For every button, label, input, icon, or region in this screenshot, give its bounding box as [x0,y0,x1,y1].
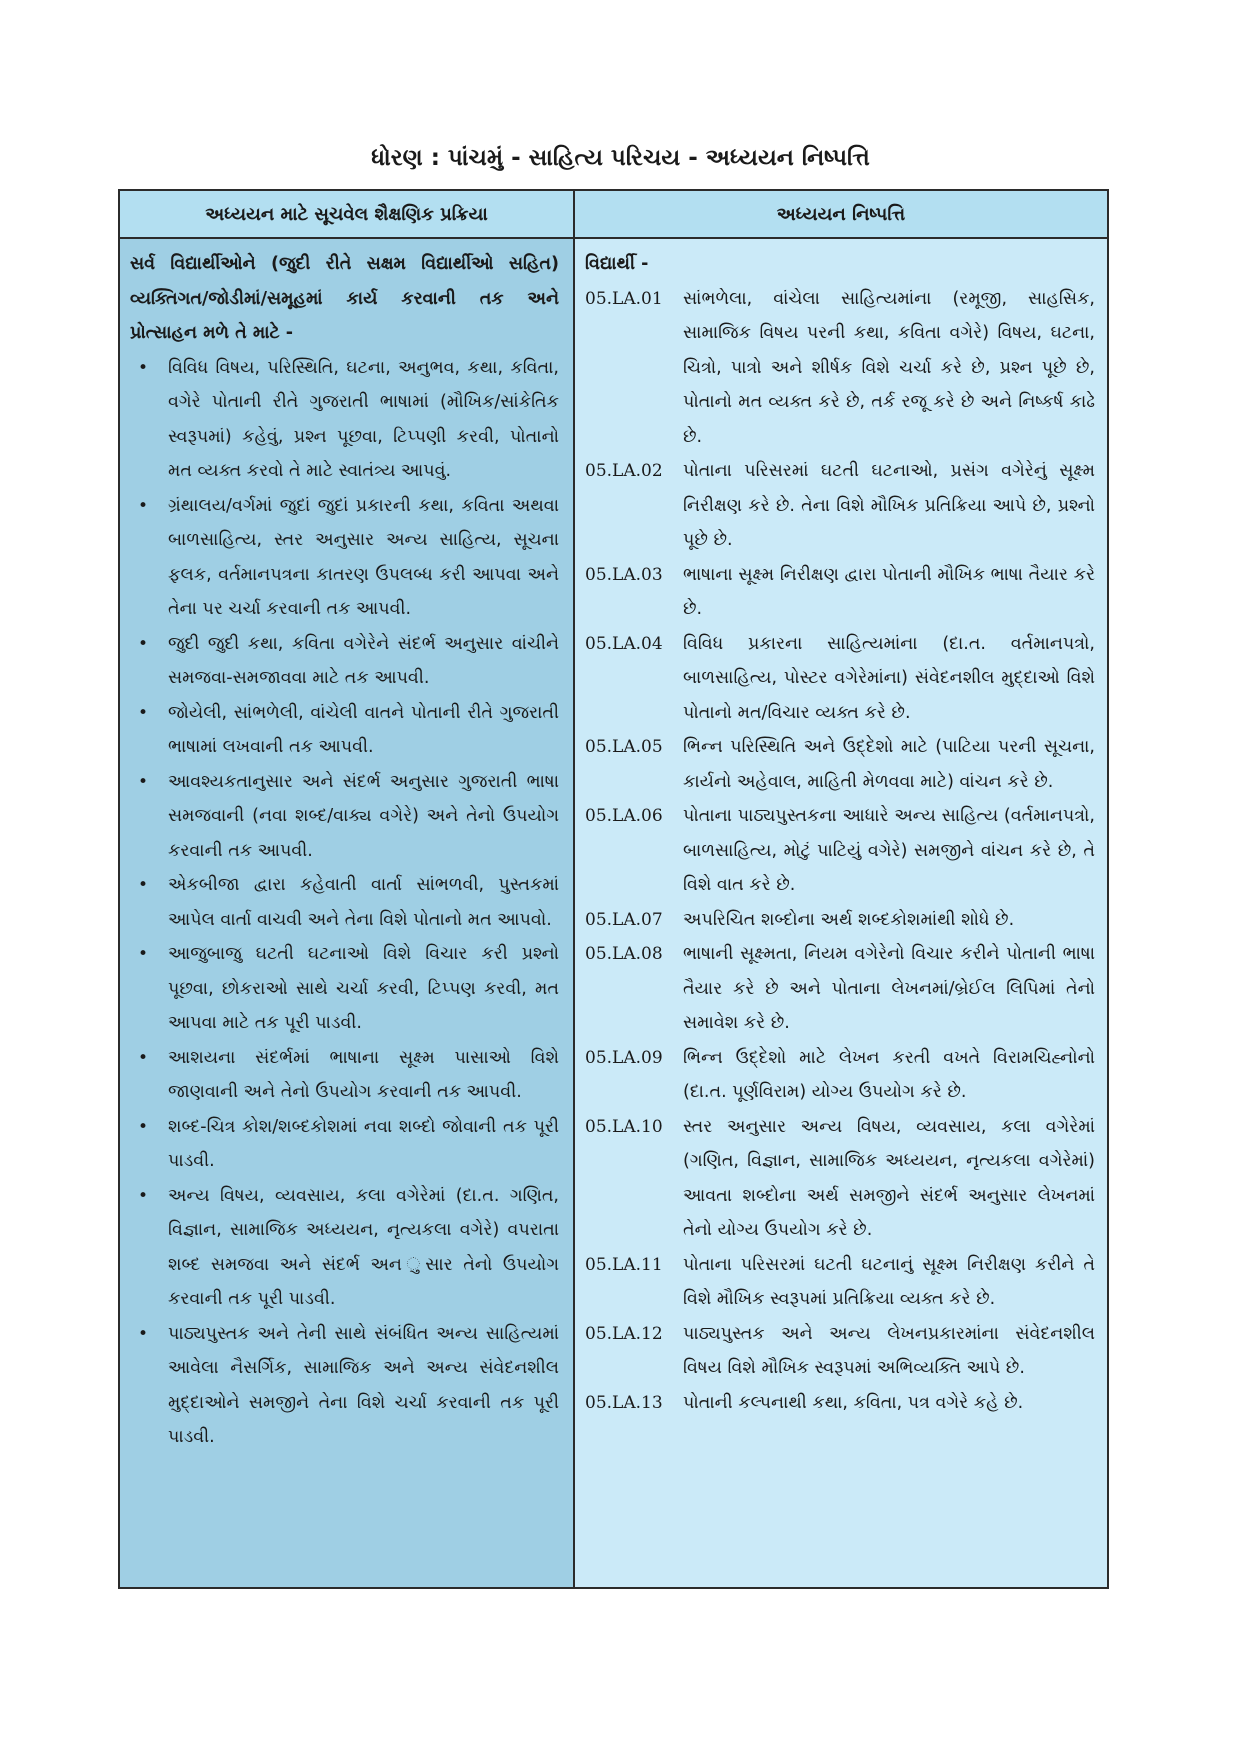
outcome-item [585,282,1095,455]
outcome-list [585,282,1095,1421]
outcome-item [585,903,1095,938]
student-label: વિદ્યાર્થી - [585,254,649,274]
table-body-row [120,239,1107,1587]
process-bullet-item [130,627,559,696]
outcome-text: પોતાના પરિસરમાં ઘટતી ઘટનાઓ, પ્રસંગ વગેરેનું સૂક્ષ્મ નિરીક્ષણ કરે છે. તેના વિશે મૌખિક પ્રતિક્રિયા આપે છે, પ્રશ્નો પૂછે છે. [683,461,1095,550]
bullet-dot-icon: • [138,771,149,792]
table-header-row [120,191,1107,239]
header-learning-outcomes: અધ્યયન નિષ્પત્તિ [575,191,1107,237]
process-bullet-item [130,868,559,937]
outcome-text: સ્તર અનુસાર અન્ય વિષય, વ્યવસાય, કલા વગેરેમાં (ગણિત, વિજ્ઞાન, સામાજિક અધ્યયન, નૃત્યકલા વગેરેમાં) આવતા શબ્દોના અર્થ સમજીને સંદર્ભ અનુસાર લેખનમાં તેનો યોગ્ય ઉપયોગ કરે છે. [683,1116,1095,1240]
learning-outcomes-table [118,189,1109,1589]
outcome-code: 05.LA.13 [585,1392,663,1413]
outcome-text: ભિન્ન ઉદ્દેશો માટે લેખન કરતી વખતે વિરામચિહ્નોનો (દા.ત. પૂર્ણવિરામ) યોગ્ય ઉપયોગ કરે છે. [683,1047,1095,1102]
process-intro: સર્વ વિદ્યાર્થીઓને (જુદી રીતે સક્ષમ વિદ્યાર્થીઓ સહિત) વ્યક્તિગત/જોડીમાં/સમૂહમાં કાર્ય કરવાની તક અને પ્રોત્સાહન મળે તે માટે - [130,254,559,343]
outcome-item [585,1317,1095,1386]
outcome-code: 05.LA.07 [585,909,663,930]
process-bullet-list [130,351,559,1455]
outcome-text: પોતાની કલ્પનાથી કથા, કવિતા, પત્ર વગેરે કહે છે. [683,1392,1024,1413]
bullet-text: શબ્દ-ચિત્ર કોશ/શબ્દકોશમાં નવા શબ્દો જોવાની તક પૂરી પાડવી. [168,1116,559,1171]
bullet-text: પાઠ્યપુસ્તક અને તેની સાથે સંબંધિત અન્ય સાહિત્યમાં આવેલા નૈસર્ગિક, સામાજિક અને અન્ય સંવેદનશીલ મુદ્દાઓને સમજીને તેના વિશે ચર્ચા કરવાની તક પૂરી પાડવી. [168,1323,559,1447]
outcome-code: 05.LA.02 [585,461,663,481]
process-bullet-item [130,351,559,489]
bullet-dot-icon: • [138,702,149,723]
outcome-text: ભાષાના સૂક્ષ્મ નિરીક્ષણ દ્વારા પોતાની મૌખિક ભાષા તૈયાર કરે છે. [683,564,1095,619]
outcome-code: 05.LA.01 [585,288,663,309]
teaching-process-column [120,239,575,1587]
outcome-text: પોતાના પરિસરમાં ઘટતી ઘટનાનું સૂક્ષ્મ નિરીક્ષણ કરીને તે વિશે મૌખિક સ્વરૂપમાં પ્રતિક્રિયા વ્યક્ત કરે છે. [683,1254,1095,1309]
process-bullet-item [130,1317,559,1455]
bullet-dot-icon: • [138,1116,149,1137]
outcome-item [585,1248,1095,1317]
learning-outcomes-column [575,239,1107,1587]
outcome-text: સાંભળેલા, વાંચેલા સાહિત્યમાંના (રમૂજી, સાહસિક, સામાજિક વિષય પરની કથા, કવિતા વગેરે) વિષય, ઘટના, ચિત્રો, પાત્રો અને શીર્ષક વિશે ચર્ચા કરે છે, પ્રશ્ન પૂછે છે, પોતાનો મત વ્યક્ત કરે છે, તર્ક રજૂ કરે છે અને નિષ્કર્ષ કાઢે છે. [683,288,1095,447]
process-bullet-item [130,1041,559,1110]
process-bullet-item [130,1110,559,1179]
outcome-text: ભિન્ન પરિસ્થિતિ અને ઉદ્દેશો માટે (પાટિયા પરની સૂચના, કાર્યનો અહેવાલ, માહિતી મેળવવા માટે) વાંચન કરે છે. [683,737,1095,792]
page-title: ધોરણ : પાંચમું - સાહિત્ય પરિચય - અધ્યયન નિષ્પત્તિ [371,145,870,171]
bullet-text: ગ્રંથાલય/વર્ગમાં જુદાં જુદાં પ્રકારની કથા, કવિતા અથવા બાળસાહિત્ય, સ્તર અનુસાર અન્ય સાહિત્ય, સૂચના ફલક, વર્તમાનપત્રના કાતરણ ઉપલબ્ધ કરી આપવા અને તેના પર ચર્ચા કરવાની તક આપવી. [168,495,559,619]
outcome-item [585,799,1095,903]
process-bullet-item [130,696,559,765]
outcome-code: 05.LA.12 [585,1323,663,1344]
bullet-text: અન્ય વિષય, વ્યવસાય, કલા વગેરેમાં (દા.ત. ગણિત, વિજ્ઞાન, સામાજિક અધ્યયન, નૃત્યકલા વગેરે) વપરાતા શબ્દ સમજવા અને સંદર્ભ અન ુસાર તેનો ઉપયોગ કરવાની તક પૂરી પાડવી. [168,1185,559,1309]
outcome-code: 05.LA.05 [585,737,663,757]
outcome-item [585,558,1095,627]
outcome-item [585,937,1095,1041]
outcome-code: 05.LA.11 [585,1254,663,1275]
outcome-text: અપરિચિત શબ્દોના અર્થ શબ્દકોશમાંથી શોધે છે. [683,909,1015,930]
outcome-item [585,1386,1095,1421]
bullet-dot-icon: • [138,495,149,516]
outcome-item [585,1110,1095,1248]
outcome-item [585,1041,1095,1110]
bullet-text: વિવિધ વિષય, પરિસ્થિતિ, ઘટના, અનુભવ, કથા, કવિતા, વગેરે પોતાની રીતે ગુજરાતી ભાષામાં (મૌખિક/સાંકેતિક સ્વરૂપમાં) કહેવું, પ્રશ્ન પૂછવા, ટિપ્પણી કરવી, પોતાનો મત વ્યક્ત કરવો તે માટે સ્વાતંત્ર્ય આપવું. [168,357,559,481]
outcome-item [585,454,1095,558]
bullet-dot-icon: • [138,875,149,895]
bullet-text: આવશ્યકતાનુસાર અને સંદર્ભ અનુસાર ગુજરાતી ભાષા સમજવાની (નવા શબ્દ/વાક્ય વગેરે) અને તેનો ઉપયોગ કરવાની તક આપવી. [168,771,559,861]
outcome-code: 05.LA.06 [585,806,663,826]
bullet-dot-icon: • [138,1047,149,1068]
outcome-text: વિવિધ પ્રકારના સાહિત્યમાંના (દા.ત. વર્તમાનપત્રો, બાળસાહિત્ય, પોસ્ટર વગેરેમાંના) સંવેદનશીલ મુદ્દાઓ વિશે પોતાનો મત/વિચાર વ્યક્ત કરે છે. [683,633,1095,723]
bullet-dot-icon: • [138,1185,149,1206]
bullet-text: આજુબાજુ ઘટતી ઘટનાઓ વિશે વિચાર કરી પ્રશ્નો પૂછવા, છોકરાઓ સાથે ચર્ચા કરવી, ટિપ્પણ કરવી, મત આપવા માટે તક પૂરી પાડવી. [168,944,559,1033]
process-bullet-item [130,765,559,869]
header-teaching-process: અધ્યયન માટે સૂચવેલ શૈક્ષણિક પ્રક્રિયા [120,191,575,237]
outcome-code: 05.LA.08 [585,944,663,964]
outcome-code: 05.LA.10 [585,1116,663,1137]
bullet-dot-icon: • [138,357,149,378]
outcome-code: 05.LA.03 [585,564,663,585]
bullet-text: આશયના સંદર્ભમાં ભાષાના સૂક્ષ્મ પાસાઓ વિશે જાણવાની અને તેનો ઉપયોગ કરવાની તક આપવી. [168,1047,559,1102]
outcome-code: 05.LA.09 [585,1047,663,1068]
process-bullet-item [130,1179,559,1317]
outcome-code: 05.LA.04 [585,633,663,654]
process-bullet-item [130,937,559,1041]
bullet-dot-icon: • [138,1323,149,1344]
outcome-text: પોતાના પાઠ્યપુસ્તકના આધારે અન્ય સાહિત્ય (વર્તમાનપત્રો, બાળસાહિત્ય, મોટું પાટિયું વગેરે) સમજીને વાંચન કરે છે, તે વિશે વાત કરે છે. [683,806,1095,895]
process-bullet-item [130,489,559,627]
outcome-text: પાઠ્યપુસ્તક અને અન્ય લેખનપ્રકારમાંના સંવેદનશીલ વિષય વિશે મૌખિક સ્વરૂપમાં અભિવ્યક્તિ આપે છે. [683,1323,1095,1378]
outcome-item [585,730,1095,799]
bullet-dot-icon: • [138,633,149,654]
bullet-text: જુદી જુદી કથા, કવિતા વગેરેને સંદર્ભ અનુસાર વાંચીને સમજવા-સમજાવવા માટે તક આપવી. [168,633,559,688]
outcome-text: ભાષાની સૂક્ષ્મતા, નિયમ વગેરેનો વિચાર કરીને પોતાની ભાષા તૈયાર કરે છે અને પોતાના લેખનમાં/બ્રેઈલ લિપિમાં તેનો સમાવેશ કરે છે. [683,944,1095,1033]
bullet-text: જોયેલી, સાંભળેલી, વાંચેલી વાતને પોતાની રીતે ગુજરાતી ભાષામાં લખવાની તક આપવી. [168,702,559,757]
outcome-item [585,627,1095,731]
bullet-dot-icon: • [138,944,149,964]
bullet-text: એકબીજા દ્વારા કહેવાતી વાર્તા સાંભળવી, પુસ્તકમાં આપેલ વાર્તા વાચવી અને તેના વિશે પોતાનો મત આપવો. [168,875,559,930]
